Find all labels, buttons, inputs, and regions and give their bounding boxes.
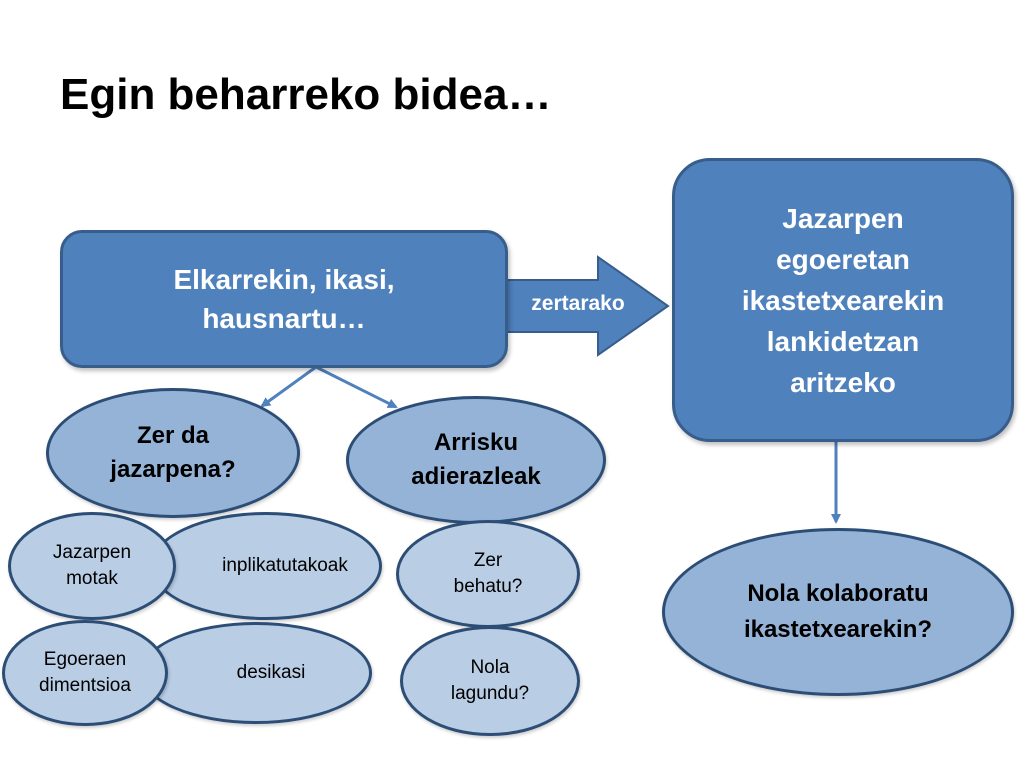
imbalance-ellipse: desikasi [140,622,372,724]
topic-risk-ellipse: Arrisku adierazleak [346,396,606,524]
topic-what-ellipse: Zer da jazarpena? [46,388,300,518]
main-box-text: Elkarrekin, ikasi, hausnartu… [173,264,395,334]
slide-title: Egin beharreko bidea… [60,70,552,119]
types-ellipse: Jazarpen motak [8,512,176,620]
collaborate-ellipse: Nola kolaboratu ikastetxearekin? [662,528,1014,696]
main-box [60,230,508,368]
connector-to-topic-what [262,367,316,406]
dimension-ellipse: Egoeraen dimentsioa [2,620,168,726]
involved-ellipse: inplikatutakoak [150,512,382,620]
goal-box [672,158,1014,442]
connector-to-topic-risk [316,367,396,407]
arrow-label: zertarako [531,292,625,315]
help-ellipse: Nola lagundu? [400,626,580,736]
goal-box-text: Jazarpen egoeretan ikastetxearekin lankidetzan aritzeko [741,202,945,398]
observe-ellipse: Zer behatu? [396,520,580,628]
